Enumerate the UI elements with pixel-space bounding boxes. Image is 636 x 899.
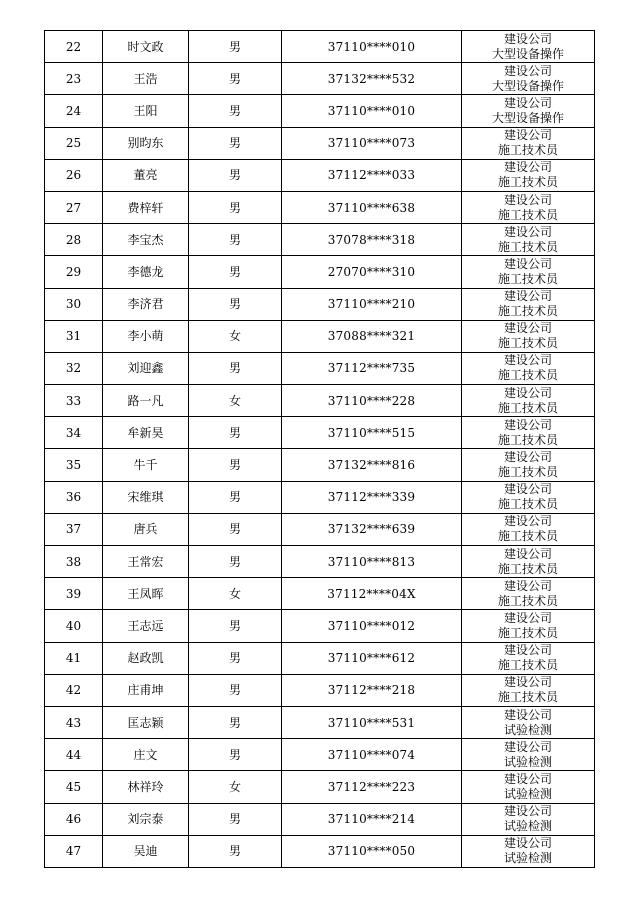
table-row xyxy=(45,674,595,706)
department-cell xyxy=(462,224,595,256)
company-name: 建设公司 xyxy=(503,353,552,368)
company-name: 建设公司 xyxy=(503,707,552,722)
gender-cell: 男 xyxy=(189,63,282,95)
person-name: 王凤晖 xyxy=(103,578,189,610)
person-name: 别昀东 xyxy=(103,127,189,159)
company-name: 建设公司 xyxy=(503,160,552,175)
table-row xyxy=(45,256,595,288)
company-name: 建设公司 xyxy=(503,514,552,529)
job-role: 施工技术员 xyxy=(497,400,558,415)
table-row xyxy=(45,191,595,223)
person-name: 吴迪 xyxy=(103,835,189,867)
row-number: 23 xyxy=(45,63,103,95)
person-name: 刘宗泰 xyxy=(103,803,189,835)
job-role: 施工技术员 xyxy=(497,497,558,512)
job-role: 施工技术员 xyxy=(497,304,558,319)
person-name: 费梓轩 xyxy=(103,191,189,223)
row-number: 43 xyxy=(45,706,103,738)
row-number: 40 xyxy=(45,610,103,642)
gender-cell: 男 xyxy=(189,481,282,513)
table-row xyxy=(45,835,595,867)
company-name: 建设公司 xyxy=(503,546,552,561)
table-row xyxy=(45,771,595,803)
department-cell xyxy=(462,642,595,674)
company-name: 建设公司 xyxy=(503,224,552,239)
table-row xyxy=(45,127,595,159)
company-name: 建设公司 xyxy=(503,450,552,465)
id-number: 37110****073 xyxy=(282,127,462,159)
gender-cell: 男 xyxy=(189,256,282,288)
id-number: 37110****010 xyxy=(282,31,462,63)
person-name: 时文政 xyxy=(103,31,189,63)
job-role: 施工技术员 xyxy=(497,690,558,705)
id-number: 37112****04X xyxy=(282,578,462,610)
gender-cell: 男 xyxy=(189,95,282,127)
department-cell xyxy=(462,513,595,545)
gender-cell: 男 xyxy=(189,546,282,578)
gender-cell: 男 xyxy=(189,191,282,223)
job-role: 施工技术员 xyxy=(497,271,558,286)
id-number: 37110****638 xyxy=(282,191,462,223)
company-name: 建设公司 xyxy=(503,31,552,46)
id-number: 37112****218 xyxy=(282,674,462,706)
company-name: 建设公司 xyxy=(503,417,552,432)
department-cell xyxy=(462,127,595,159)
gender-cell: 男 xyxy=(189,835,282,867)
department-cell xyxy=(462,417,595,449)
row-number: 39 xyxy=(45,578,103,610)
company-name: 建设公司 xyxy=(503,385,552,400)
table-row xyxy=(45,513,595,545)
job-role: 施工技术员 xyxy=(497,368,558,383)
department-cell xyxy=(462,63,595,95)
id-number: 37110****012 xyxy=(282,610,462,642)
department-cell xyxy=(462,191,595,223)
row-number: 28 xyxy=(45,224,103,256)
gender-cell: 女 xyxy=(189,385,282,417)
row-number: 30 xyxy=(45,288,103,320)
job-role: 试验检测 xyxy=(503,819,552,834)
table-row xyxy=(45,95,595,127)
department-cell xyxy=(462,546,595,578)
job-role: 大型设备操作 xyxy=(491,110,564,125)
job-role: 施工技术员 xyxy=(497,465,558,480)
table-row xyxy=(45,449,595,481)
job-role: 施工技术员 xyxy=(497,336,558,351)
person-name: 王浩 xyxy=(103,63,189,95)
id-number: 37110****813 xyxy=(282,546,462,578)
gender-cell: 男 xyxy=(189,224,282,256)
row-number: 46 xyxy=(45,803,103,835)
id-number: 37110****515 xyxy=(282,417,462,449)
job-role: 施工技术员 xyxy=(497,239,558,254)
id-number: 37110****210 xyxy=(282,288,462,320)
job-role: 大型设备操作 xyxy=(491,46,564,61)
company-name: 建设公司 xyxy=(503,128,552,143)
gender-cell: 男 xyxy=(189,513,282,545)
row-number: 31 xyxy=(45,320,103,352)
person-name: 宋维琪 xyxy=(103,481,189,513)
company-name: 建设公司 xyxy=(503,804,552,819)
job-role: 施工技术员 xyxy=(497,593,558,608)
person-name: 王志远 xyxy=(103,610,189,642)
company-name: 建设公司 xyxy=(503,256,552,271)
table-row xyxy=(45,385,595,417)
table-row xyxy=(45,706,595,738)
job-role: 施工技术员 xyxy=(497,432,558,447)
department-cell xyxy=(462,352,595,384)
table-row xyxy=(45,159,595,191)
table-row xyxy=(45,320,595,352)
person-name: 李小萌 xyxy=(103,320,189,352)
gender-cell: 男 xyxy=(189,449,282,481)
id-number: 37110****050 xyxy=(282,835,462,867)
row-number: 33 xyxy=(45,385,103,417)
person-name: 赵政凯 xyxy=(103,642,189,674)
id-number: 37112****033 xyxy=(282,159,462,191)
row-number: 35 xyxy=(45,449,103,481)
gender-cell: 男 xyxy=(189,159,282,191)
department-cell xyxy=(462,288,595,320)
gender-cell: 男 xyxy=(189,610,282,642)
row-number: 44 xyxy=(45,739,103,771)
company-name: 建设公司 xyxy=(503,482,552,497)
gender-cell: 男 xyxy=(189,674,282,706)
person-name: 匡志颖 xyxy=(103,706,189,738)
department-cell xyxy=(462,481,595,513)
id-number: 37132****532 xyxy=(282,63,462,95)
person-name: 庄文 xyxy=(103,739,189,771)
table-row xyxy=(45,578,595,610)
gender-cell: 女 xyxy=(189,320,282,352)
table-row xyxy=(45,417,595,449)
table-row xyxy=(45,224,595,256)
company-name: 建设公司 xyxy=(503,578,552,593)
job-role: 施工技术员 xyxy=(497,561,558,576)
department-cell xyxy=(462,771,595,803)
row-number: 41 xyxy=(45,642,103,674)
id-number: 37110****214 xyxy=(282,803,462,835)
gender-cell: 男 xyxy=(189,706,282,738)
department-cell xyxy=(462,674,595,706)
row-number: 47 xyxy=(45,835,103,867)
gender-cell: 男 xyxy=(189,642,282,674)
person-name: 林祥玲 xyxy=(103,771,189,803)
department-cell xyxy=(462,385,595,417)
gender-cell: 男 xyxy=(189,127,282,159)
row-number: 26 xyxy=(45,159,103,191)
person-name: 刘迎鑫 xyxy=(103,352,189,384)
row-number: 32 xyxy=(45,352,103,384)
id-number: 37110****531 xyxy=(282,706,462,738)
row-number: 36 xyxy=(45,481,103,513)
table-row xyxy=(45,63,595,95)
company-name: 建设公司 xyxy=(503,610,552,625)
id-number: 37088****321 xyxy=(282,320,462,352)
company-name: 建设公司 xyxy=(503,739,552,754)
id-number: 37078****318 xyxy=(282,224,462,256)
gender-cell: 男 xyxy=(189,31,282,63)
job-role: 试验检测 xyxy=(503,851,552,866)
person-name: 李宝杰 xyxy=(103,224,189,256)
company-name: 建设公司 xyxy=(503,771,552,786)
gender-cell: 女 xyxy=(189,578,282,610)
department-cell xyxy=(462,610,595,642)
personnel-table xyxy=(44,30,595,868)
job-role: 试验检测 xyxy=(503,722,552,737)
job-role: 试验检测 xyxy=(503,754,552,769)
company-name: 建设公司 xyxy=(503,289,552,304)
table-row xyxy=(45,352,595,384)
table-row xyxy=(45,481,595,513)
person-name: 董亮 xyxy=(103,159,189,191)
row-number: 24 xyxy=(45,95,103,127)
job-role: 施工技术员 xyxy=(497,175,558,190)
gender-cell: 男 xyxy=(189,288,282,320)
person-name: 李德龙 xyxy=(103,256,189,288)
row-number: 25 xyxy=(45,127,103,159)
company-name: 建设公司 xyxy=(503,836,552,851)
id-number: 37112****735 xyxy=(282,352,462,384)
company-name: 建设公司 xyxy=(503,675,552,690)
table-row xyxy=(45,610,595,642)
gender-cell: 男 xyxy=(189,417,282,449)
id-number: 37110****010 xyxy=(282,95,462,127)
row-number: 45 xyxy=(45,771,103,803)
company-name: 建设公司 xyxy=(503,321,552,336)
department-cell xyxy=(462,706,595,738)
department-cell xyxy=(462,578,595,610)
job-role: 施工技术员 xyxy=(497,207,558,222)
person-name: 庄甫坤 xyxy=(103,674,189,706)
department-cell xyxy=(462,739,595,771)
id-number: 37110****612 xyxy=(282,642,462,674)
id-number: 27070****310 xyxy=(282,256,462,288)
gender-cell: 男 xyxy=(189,352,282,384)
company-name: 建设公司 xyxy=(503,95,552,110)
table-row xyxy=(45,803,595,835)
job-role: 大型设备操作 xyxy=(491,78,564,93)
row-number: 42 xyxy=(45,674,103,706)
company-name: 建设公司 xyxy=(503,63,552,78)
gender-cell: 女 xyxy=(189,771,282,803)
table-row xyxy=(45,642,595,674)
table-row xyxy=(45,288,595,320)
department-cell xyxy=(462,95,595,127)
id-number: 37110****074 xyxy=(282,739,462,771)
row-number: 34 xyxy=(45,417,103,449)
person-name: 牟新昊 xyxy=(103,417,189,449)
department-cell xyxy=(462,835,595,867)
department-cell xyxy=(462,803,595,835)
job-role: 施工技术员 xyxy=(497,658,558,673)
row-number: 37 xyxy=(45,513,103,545)
person-name: 王阳 xyxy=(103,95,189,127)
job-role: 施工技术员 xyxy=(497,625,558,640)
id-number: 37132****816 xyxy=(282,449,462,481)
row-number: 22 xyxy=(45,31,103,63)
person-name: 唐兵 xyxy=(103,513,189,545)
person-name: 李济君 xyxy=(103,288,189,320)
id-number: 37132****639 xyxy=(282,513,462,545)
row-number: 29 xyxy=(45,256,103,288)
id-number: 37112****339 xyxy=(282,481,462,513)
id-number: 37112****223 xyxy=(282,771,462,803)
id-number: 37110****228 xyxy=(282,385,462,417)
person-name: 王常宏 xyxy=(103,546,189,578)
gender-cell: 男 xyxy=(189,803,282,835)
table-row xyxy=(45,31,595,63)
table-row xyxy=(45,739,595,771)
department-cell xyxy=(462,31,595,63)
gender-cell: 男 xyxy=(189,739,282,771)
personnel-table-body xyxy=(45,31,595,868)
department-cell xyxy=(462,320,595,352)
person-name: 路一凡 xyxy=(103,385,189,417)
table-row xyxy=(45,546,595,578)
company-name: 建设公司 xyxy=(503,192,552,207)
department-cell xyxy=(462,256,595,288)
row-number: 27 xyxy=(45,191,103,223)
department-cell xyxy=(462,159,595,191)
row-number: 38 xyxy=(45,546,103,578)
company-name: 建设公司 xyxy=(503,643,552,658)
job-role: 施工技术员 xyxy=(497,529,558,544)
person-name: 牛千 xyxy=(103,449,189,481)
job-role: 试验检测 xyxy=(503,786,552,801)
department-cell xyxy=(462,449,595,481)
job-role: 施工技术员 xyxy=(497,143,558,158)
